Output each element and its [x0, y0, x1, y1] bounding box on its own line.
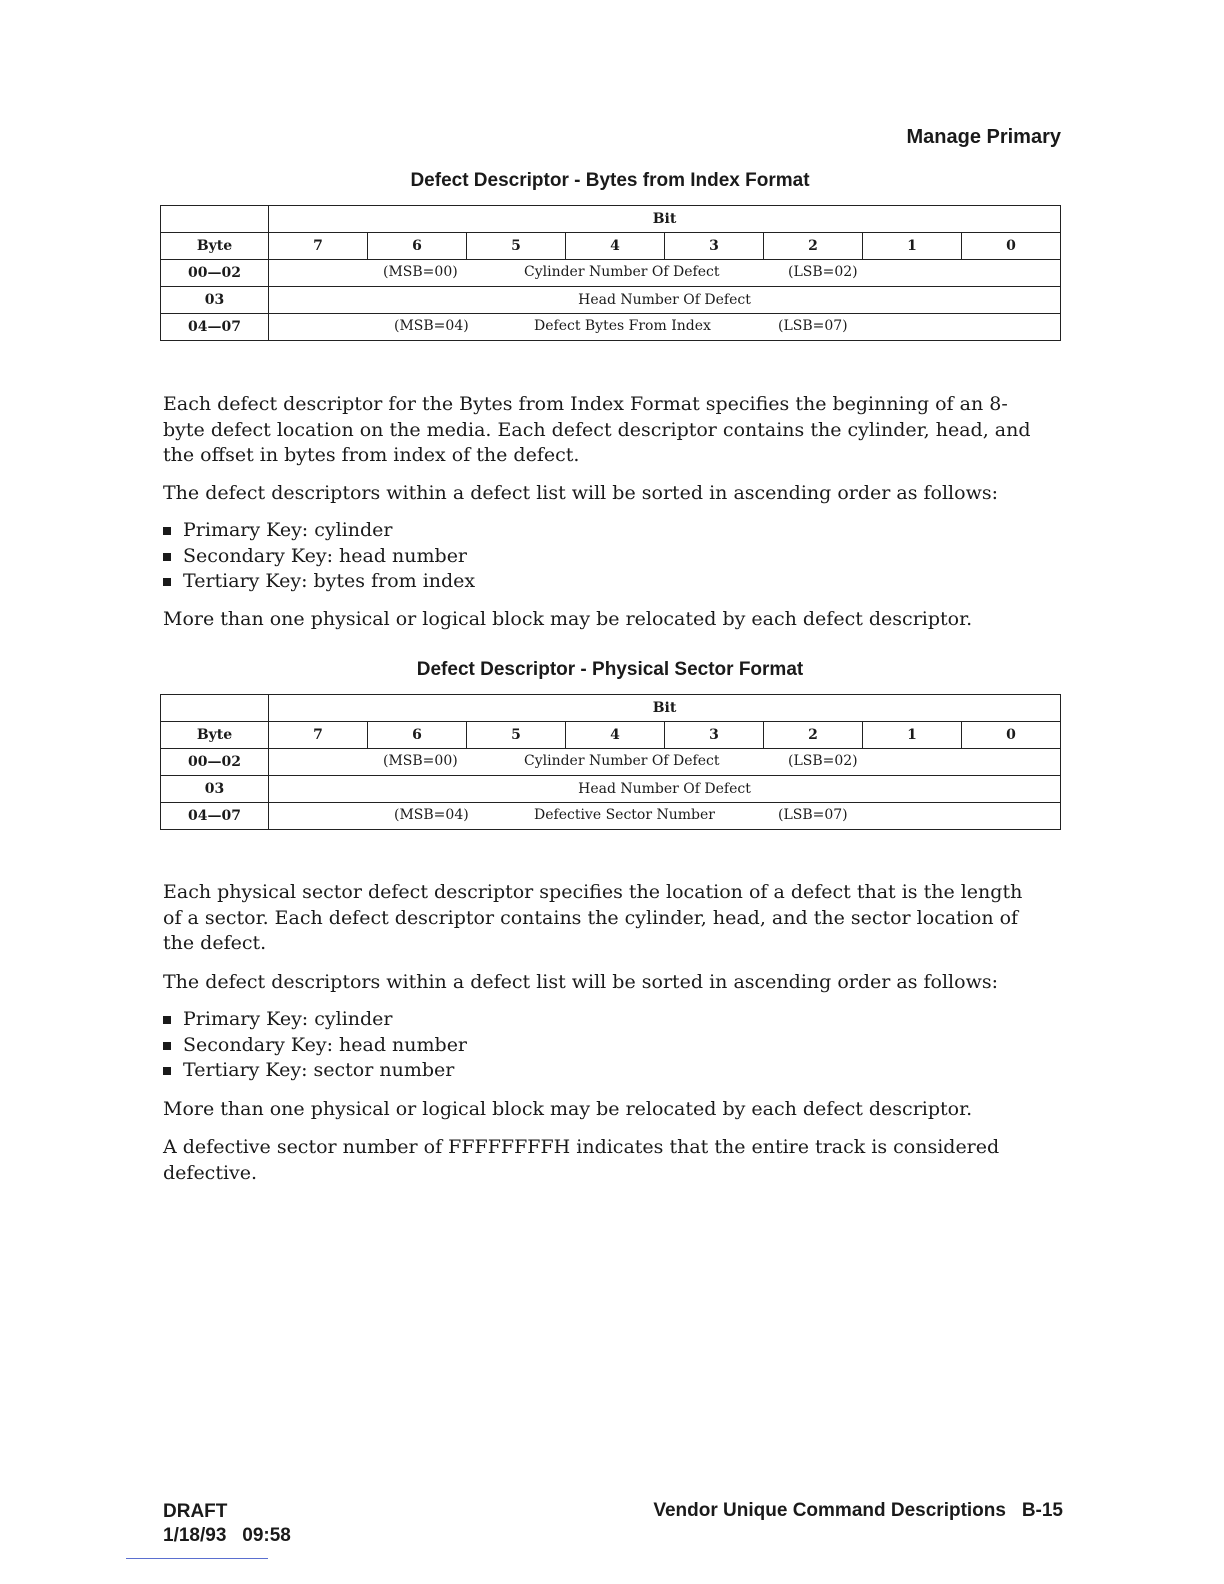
- list-item: Primary Key: cylinder: [163, 1007, 467, 1033]
- section2-paragraph-2: [163, 970, 1043, 996]
- section1-paragraph-1: [163, 392, 1043, 469]
- bit-number: 4: [566, 233, 665, 260]
- footer-page-label: [653, 1500, 1063, 1522]
- running-header: Manage Primary: [906, 126, 1061, 148]
- section1-paragraph-2: [163, 481, 1043, 507]
- msb-label: (MSB=00): [383, 264, 458, 280]
- bit-number: 6: [368, 233, 467, 260]
- bit-number: 2: [764, 233, 863, 260]
- byte-range: 04—07: [161, 803, 269, 830]
- table1-caption: Defect Descriptor - Bytes from Index Format: [410, 170, 810, 191]
- table2-caption: Defect Descriptor - Physical Sector Format: [416, 659, 804, 680]
- section1-sort-keys: [163, 518, 475, 595]
- bit-number: 1: [863, 722, 962, 749]
- byte-range: 00—02: [161, 260, 269, 287]
- table-row: [161, 260, 1061, 287]
- bit-number: 3: [665, 233, 764, 260]
- footer-rule: [126, 1558, 268, 1559]
- section2-sort-keys: [163, 1007, 467, 1084]
- msb-label: (MSB=04): [394, 807, 469, 823]
- msb-label: (MSB=00): [383, 753, 458, 769]
- field-name: Cylinder Number Of Defect: [524, 753, 720, 769]
- paragraph-text: More than one physical or logical block may be relocated by each defect descriptor.: [163, 608, 973, 630]
- bit-number: 7: [269, 233, 368, 260]
- byte-range: 00—02: [161, 749, 269, 776]
- byte-range: 03: [161, 776, 269, 803]
- lsb-label: (LSB=02): [788, 264, 858, 280]
- section2-paragraph-3: [163, 1097, 1043, 1123]
- bit-number: 3: [665, 722, 764, 749]
- footer-draft-stamp: [163, 1500, 291, 1548]
- table-row: [161, 803, 1061, 830]
- field-name: Head Number Of Defect: [269, 287, 1061, 314]
- field-name: Defect Bytes From Index: [534, 318, 711, 334]
- bytes-from-index-table: [160, 205, 1061, 341]
- empty-corner-cell: [161, 206, 269, 233]
- field-name: Cylinder Number Of Defect: [524, 264, 720, 280]
- bit-number: 6: [368, 722, 467, 749]
- draft-label: DRAFT: [163, 1501, 228, 1522]
- physical-sector-table: [160, 694, 1061, 830]
- lsb-label: (LSB=02): [788, 753, 858, 769]
- byte-range: 04—07: [161, 314, 269, 341]
- byte-header: Byte: [161, 722, 269, 749]
- bit-number: 2: [764, 722, 863, 749]
- list-item: Tertiary Key: bytes from index: [163, 569, 475, 595]
- byte-range: 03: [161, 287, 269, 314]
- bit-number: 0: [962, 233, 1061, 260]
- paragraph-text: A defective sector number of FFFFFFFFH indicates that the entire track is considered defective.: [163, 1136, 1000, 1184]
- section2-paragraph-4: [163, 1135, 1043, 1186]
- list-item: Tertiary Key: sector number: [163, 1058, 467, 1084]
- bit-number: 7: [269, 722, 368, 749]
- bit-header: Bit: [269, 206, 1061, 233]
- lsb-label: (LSB=07): [778, 807, 848, 823]
- empty-corner-cell: [161, 695, 269, 722]
- list-item: Secondary Key: head number: [163, 544, 475, 570]
- table-row: [161, 233, 1061, 260]
- bullet-icon: [163, 527, 171, 535]
- table-row: [161, 287, 1061, 314]
- bit-number: 0: [962, 722, 1061, 749]
- table-row: [161, 776, 1061, 803]
- lsb-label: (LSB=07): [778, 318, 848, 334]
- paragraph-text: Each defect descriptor for the Bytes from Index Format specifies the beginning of an 8-byte defect location on the media. Each defect descriptor contains the cylinder, head, and the offset in bytes from index of the defect.: [163, 393, 1031, 466]
- bit-header: Bit: [269, 695, 1061, 722]
- paragraph-text: More than one physical or logical block may be relocated by each defect descriptor.: [163, 1098, 973, 1120]
- bit-number: 5: [467, 722, 566, 749]
- paragraph-text: The defect descriptors within a defect list will be sorted in ascending order as follows:: [163, 971, 998, 993]
- page-number: B-15: [1021, 1500, 1063, 1521]
- bit-number: 1: [863, 233, 962, 260]
- bullet-icon: [163, 553, 171, 561]
- paragraph-text: The defect descriptors within a defect list will be sorted in ascending order as follows:: [163, 482, 998, 504]
- list-item: Primary Key: cylinder: [163, 518, 475, 544]
- bit-number: 5: [467, 233, 566, 260]
- bullet-icon: [163, 1016, 171, 1024]
- bit-number: 4: [566, 722, 665, 749]
- section1-paragraph-3: [163, 607, 1043, 633]
- table-row: [161, 749, 1061, 776]
- bullet-icon: [163, 578, 171, 586]
- field-cell: [269, 803, 1061, 830]
- table-row: [161, 722, 1061, 749]
- paragraph-text: Each physical sector defect descriptor specifies the location of a defect that is the length of a sector. Each defect descriptor contains the cylinder, head, and the sector location of the defect.: [163, 881, 1023, 954]
- field-name: Defective Sector Number: [534, 807, 715, 823]
- table-row: [161, 695, 1061, 722]
- byte-header: Byte: [161, 233, 269, 260]
- field-cell: [269, 749, 1061, 776]
- msb-label: (MSB=04): [394, 318, 469, 334]
- field-cell: [269, 314, 1061, 341]
- table-row: [161, 206, 1061, 233]
- table-row: [161, 314, 1061, 341]
- field-cell: [269, 260, 1061, 287]
- bullet-icon: [163, 1067, 171, 1075]
- draft-timestamp: 1/18/93 09:58: [163, 1525, 291, 1546]
- field-name: Head Number Of Defect: [269, 776, 1061, 803]
- list-item: Secondary Key: head number: [163, 1033, 467, 1059]
- section2-paragraph-1: [163, 880, 1043, 957]
- footer-section-title: Vendor Unique Command Descriptions: [653, 1500, 1006, 1521]
- bullet-icon: [163, 1042, 171, 1050]
